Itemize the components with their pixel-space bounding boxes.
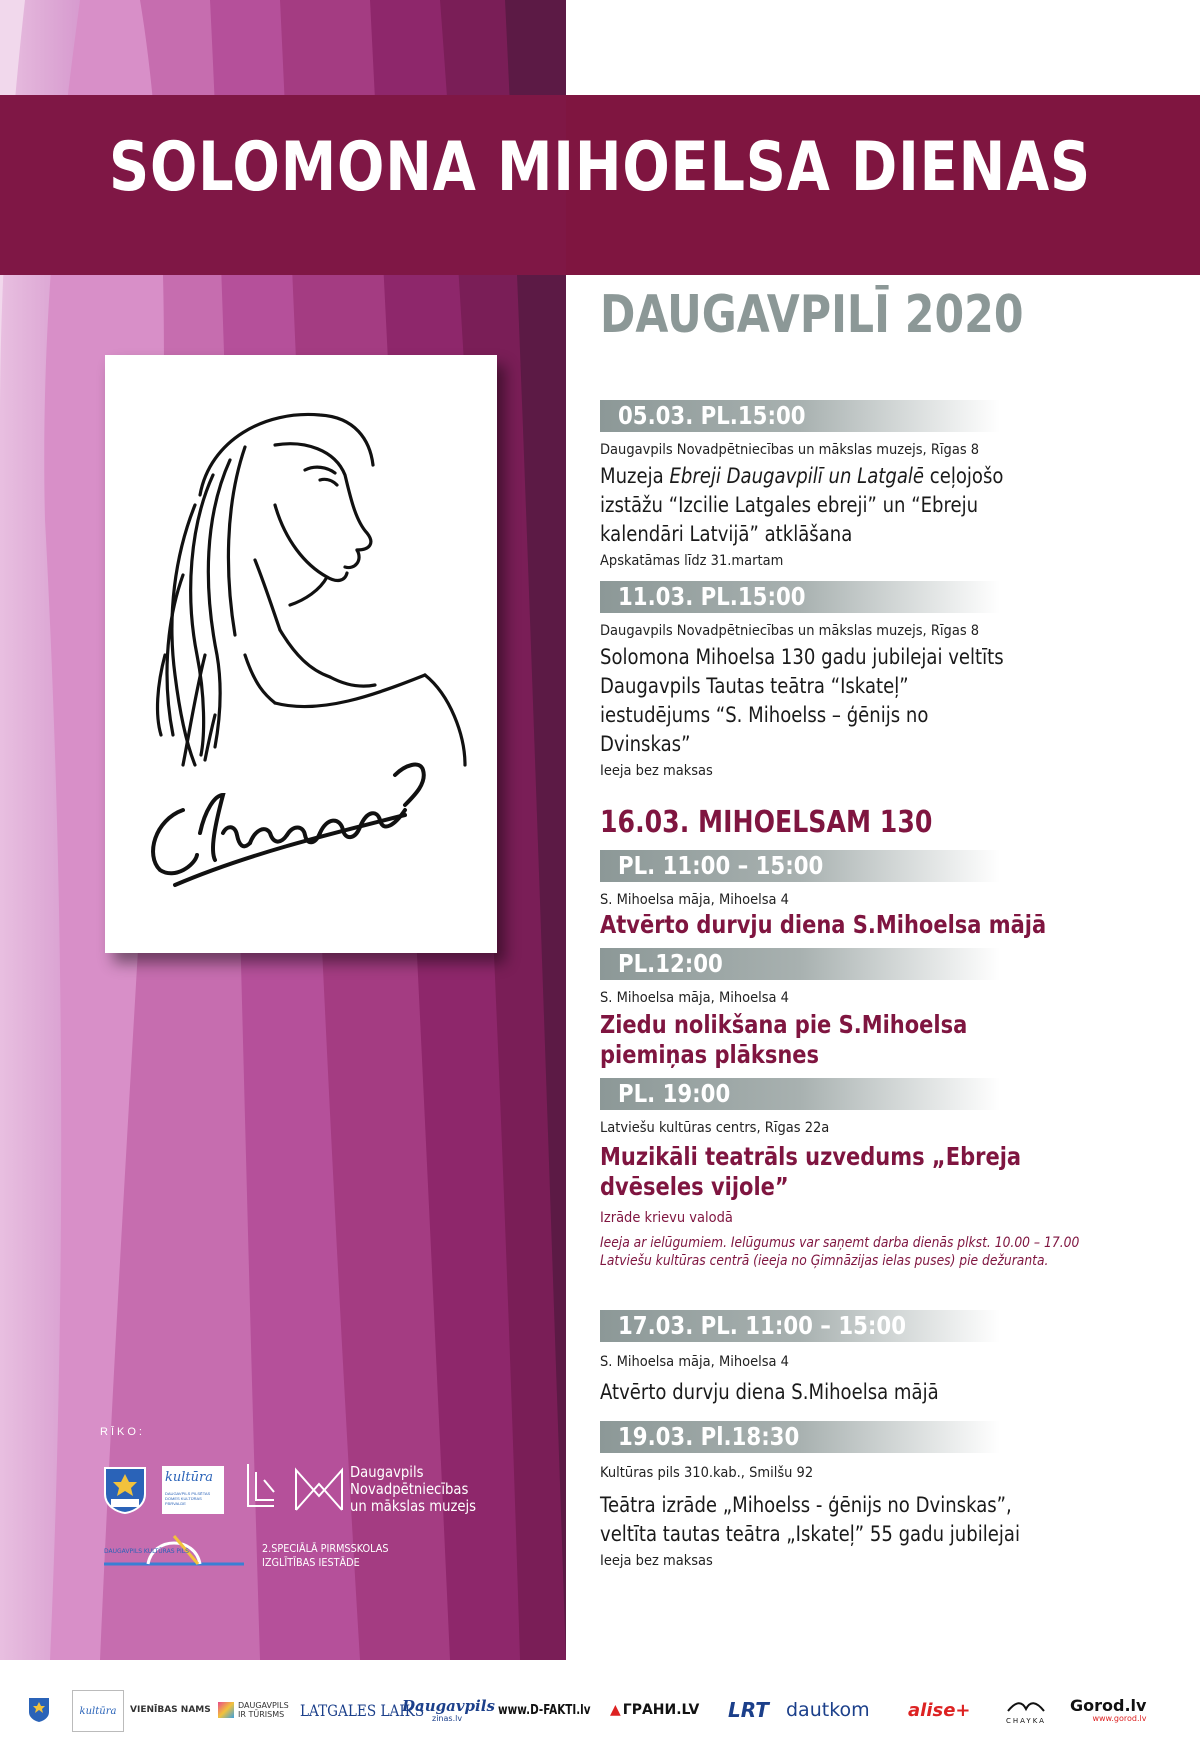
event-venue: Kultūras pils 310.kab., Smilšu 92 [600,1465,814,1481]
event-venue: S. Mihoelsa māja, Mihoelsa 4 [600,990,789,1006]
event-note: Ieeja bez maksas [600,763,713,779]
sponsor-chayka [1006,1690,1046,1730]
sponsor-lrt-text: LRT [728,1698,769,1722]
sponsor-grani-text: ГРАНИ.LV [622,1702,700,1718]
date-bar [600,1421,1000,1453]
sponsor-radio-alise [908,1690,971,1730]
city-logo-icon [244,1462,278,1514]
grani-triangle-icon: ▲ [610,1702,621,1718]
museum-logo [294,1466,344,1512]
turisms-icon [218,1702,234,1718]
coat-of-arms-icon [28,1697,50,1723]
event-venue: Latviešu kultūras centrs, Rīgas 22a [600,1120,830,1136]
organizers-label: RĪKO: [100,1426,145,1438]
coat-of-arms-icon [103,1466,147,1514]
sponsor-vienibas-text: VIENĪBAS NAMS [130,1705,211,1715]
page-subtitle: DAUGAVPILĪ 2020 [600,285,1024,345]
event-description: Atvērto durvju diena S.Mihoelsa mājā [600,1380,939,1404]
desc-text: Muzeja [600,464,670,488]
school-name-line: IZGLĪTĪBAS IESTĀDE [262,1556,360,1569]
kultura-logo [162,1466,224,1514]
page-title: SOLOMONA MIHOELSA DIENAS [108,128,1092,207]
sponsor-alise-text: alise+ [908,1699,971,1721]
event-description: Solomona Mihoelsa 130 gadu jubilejai veltīts Daugavpils Tautas teātra “Iskateļ” iestudējums “S. Mihoelss – ģēnijs no Dvinskas” [600,645,1004,756]
event-time: PL. 11:00 – 15:00 [618,851,824,880]
special-event [600,850,1180,940]
sponsor-daugavpils-turisms [218,1690,288,1730]
kulturas-pils-logo [98,1528,250,1572]
event-note: Izrāde krievu valodā [600,1210,733,1226]
school-name-line: 2.SPECIĀLĀ PIRMSSKOLAS [262,1542,389,1555]
date-bar [600,1310,1000,1342]
kultura-logo-subtext: DAUGAVPILS PILSĒTAS DOMES KULTŪRAS PĀRVALDE [165,1491,211,1506]
date-bar [600,948,1000,980]
sponsor-dautkom [786,1690,870,1730]
daugavpils-coat-of-arms-logo [103,1466,147,1514]
kultura-logo-text: kultūra [165,1470,213,1485]
desc-italic: Ebreji Daugavpilī un Latgalē [669,464,925,488]
museum-name-line: Daugavpils [350,1463,424,1481]
event-highlight: Ziedu nolikšana pie S.Mihoelsa piemiņas plāksnes [600,1010,968,1069]
event-highlight: Atvērto durvju diena S.Mihoelsa mājā [600,910,1047,939]
event-note: Ieeja bez maksas [600,1553,713,1569]
sponsor-chayka-text: CHAYKA [1006,1717,1046,1725]
date-bar [600,850,1000,882]
seagull-icon [1006,1695,1046,1717]
event-venue: S. Mihoelsa māja, Mihoelsa 4 [600,1354,789,1370]
sponsor-turisms-text: DAUGAVPILS IR TŪRISMS [238,1701,289,1719]
sponsor-gorod [1070,1690,1146,1730]
event-highlight: Muzikāli teatrāls uzvedums „Ebreja dvēseles vijole” [600,1142,1022,1201]
museum-name-line: un mākslas muzejs [350,1497,477,1515]
event-venue: S. Mihoelsa māja, Mihoelsa 4 [600,892,789,908]
date-bar [600,581,1000,613]
sponsor-dfakti [498,1690,614,1730]
event-block [600,400,1180,569]
event-venue: Daugavpils Novadpētniecības un mākslas muzejs, Rīgas 8 [600,442,980,458]
sponsor-grani [610,1690,699,1730]
event-date: 05.03. PL.15:00 [618,401,806,430]
date-bar [600,400,1000,432]
sponsor-daugavpils-zinas [402,1690,495,1730]
sponsor-kultura-text: kultūra [79,1705,117,1717]
mihoels-portrait-sketch [105,355,497,953]
invitation-note: Latviešu kultūras centrā (ieeja no Ģimnāzijas ielas puses) pie dežuranta. [600,1253,1049,1269]
event-description: Teātra izrāde „Mihoelss - ģēnijs no Dvinskas”, veltīta tautas teātra „Iskateļ” 55 gadu jubilejai [600,1493,1020,1546]
sponsor-lrt [728,1690,769,1730]
sponsor-zinas-text: Daugavpils [402,1696,495,1715]
special-event [600,1078,1180,1270]
sponsor-vienibas-nams [130,1690,211,1730]
invitation-note: Ieeja ar ielūgumiem. Ielūgumus var saņemt darba dienās plkst. 10.00 – 17.00 [600,1235,1080,1251]
event-date: 11.03. PL.15:00 [618,582,806,611]
date-bar [600,1078,1000,1110]
special-day-title: 16.03. MIHOELSAM 130 [600,805,933,840]
sponsor-latgales-text: LATGALES LAIKS [300,1700,425,1720]
event-date: 19.03. Pl.18:30 [618,1422,800,1451]
museum-name [350,1464,476,1515]
sponsor-gorod-sub: www.gorod.lv [1092,1714,1147,1723]
special-day-block [600,805,1180,1270]
sponsor-zinas-sub: zinas.lv [432,1713,463,1723]
sponsor-gorod-text: Gorod.lv [1070,1696,1147,1715]
sponsor-coat-of-arms [28,1690,50,1730]
event-time: PL.12:00 [618,949,723,978]
event-schedule [600,400,1180,1569]
daugavpils-city-logo [244,1462,278,1514]
portrait-card [105,355,497,953]
school-name [262,1542,389,1570]
sponsor-dautkom-text: dautkom [786,1699,870,1721]
kulturas-pils-text: DAUGAVPILS KULTŪRAS PILS [104,1548,189,1555]
museum-name-line: Novadpētniecības [350,1480,469,1498]
museum-logo-icon [294,1466,344,1512]
event-block [600,1421,1180,1569]
event-block [600,1310,1180,1407]
special-event [600,948,1180,1070]
desc-text: ceļojošo izstāžu “Izcilie Latgales ebreji” un “Ebreju kalendāri Latvijā” atklāšana [600,464,1004,546]
event-date: 17.03. PL. 11:00 – 15:00 [618,1311,906,1340]
sponsor-kultura [72,1690,124,1732]
event-description [600,462,1021,549]
sponsor-dfakti-text: www.D-FAKTI.lv [498,1702,591,1718]
event-venue: Daugavpils Novadpētniecības un mākslas muzejs, Rīgas 8 [600,623,980,639]
event-block [600,581,1180,779]
event-note: Apskatāmas līdz 31.martam [600,553,784,569]
event-time: PL. 19:00 [618,1079,731,1108]
